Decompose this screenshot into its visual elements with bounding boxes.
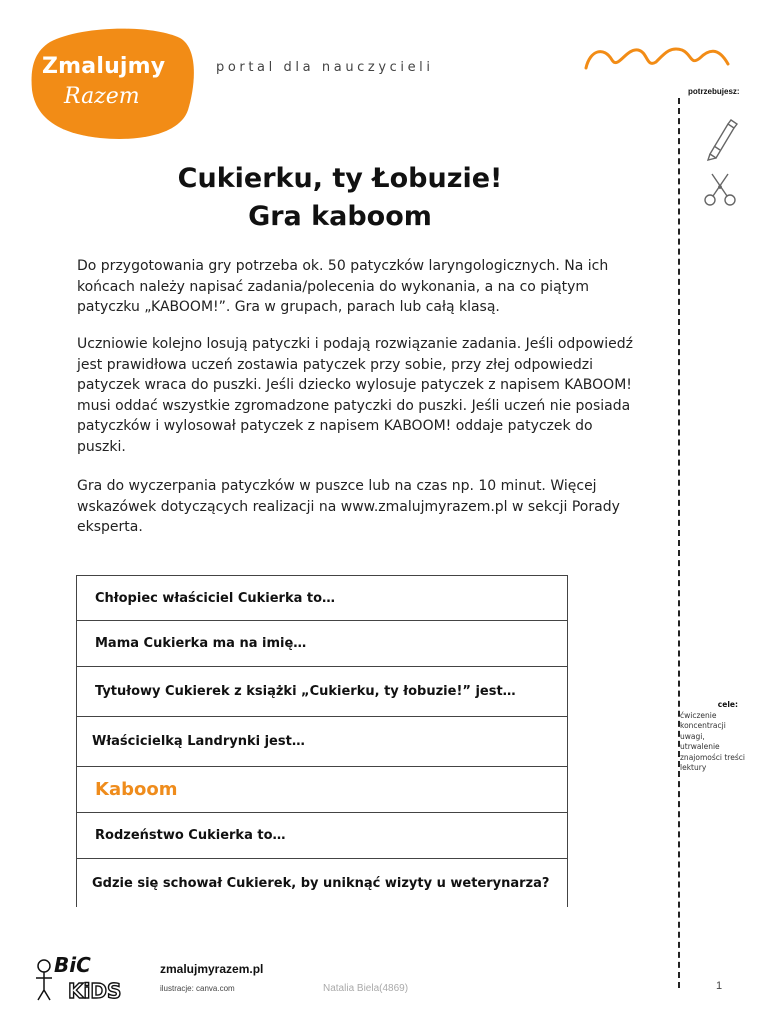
logo-text-line1: Zmalujmy <box>42 54 166 79</box>
marker-icon <box>700 118 740 162</box>
header-tagline: portal dla nauczycieli <box>216 60 434 75</box>
bic-logo-text: BiC <box>54 953 91 977</box>
card-text: Kaboom <box>95 779 178 800</box>
card-text: Właścicielką Landrynki jest… <box>92 734 305 749</box>
kids-logo-text: KiDS <box>68 979 122 1003</box>
cards-table <box>76 575 568 907</box>
rules-paragraph: Uczniowie kolejno losują patyczki i podają rozwiązanie zadania. Jeśli odpowiedź jest prawidłowa uczeń zostawia patyczek przy sobie, przy złej odpowiedzi patyczek wraca do puszki. Jeśli dziecko wylosuje patyczek z napisem KABOOM! musi oddać wszystkie zgromadzone patyczki do puszki. Jeśli uczeń nie posiada patyczków i wylosował patyczek z napisem KABOOM! oddaje patyczek do puszki. <box>77 336 633 455</box>
goals-text: ćwiczenie koncentracji uwagi, utrwalenie znajomości treści lektury <box>680 710 745 772</box>
goals-block <box>680 700 746 774</box>
title-line2: Gra kaboom <box>248 201 432 232</box>
card-row-kaboom <box>77 767 567 813</box>
card-row <box>77 859 567 908</box>
page-number: 1 <box>716 980 723 992</box>
page-title <box>0 160 680 236</box>
scissors-icon <box>700 170 740 210</box>
time-paragraph: Gra do wyczerpania patyczków w puszce lub na czas np. 10 minut. Więcej wskazówek dotyczących realizacji na www.zmalujmyrazem.pl w sekcji Porady eksperta. <box>77 478 620 535</box>
goals-label: cele: <box>717 700 738 709</box>
card-row <box>77 717 567 767</box>
card-text: Chłopiec właściciel Cukierka to… <box>95 590 336 606</box>
footer-illustrations: ilustracje: canva.com <box>160 984 235 993</box>
card-text: Rodzeństwo Cukierka to… <box>95 828 286 843</box>
card-row <box>77 667 567 717</box>
card-row <box>77 621 567 667</box>
needs-label: potrzebujesz: <box>688 87 740 96</box>
logo <box>30 24 196 142</box>
intro-paragraph: Do przygotowania gry potrzeba ok. 50 patyczków laryngologicznych. Na ich końcach należy napisać zadania/polecenia do wykonania, a na co piątym patyczku „KABOOM!”. Gra w grupach, parach lub całą klasą. <box>77 258 609 315</box>
card-text: Mama Cukierka ma na imię… <box>95 636 307 651</box>
footer-author: Natalia Biela(4869) <box>323 983 409 994</box>
logo-text-line2: Razem <box>64 84 140 109</box>
card-row <box>77 576 567 621</box>
bic-kids-logo <box>30 946 138 1006</box>
squiggle-decoration <box>582 42 732 72</box>
footer-site: zmalujmyrazem.pl <box>160 962 264 976</box>
logo-blob <box>30 24 196 142</box>
card-text: Tytułowy Cukierek z książki „Cukierku, ty łobuzie!” jest… <box>95 684 516 699</box>
card-text: Gdzie się schował Cukierek, by uniknąć wizyty u weterynarza? <box>92 876 550 891</box>
card-row <box>77 813 567 859</box>
title-line1: Cukierku, ty Łobuzie! <box>177 163 503 194</box>
